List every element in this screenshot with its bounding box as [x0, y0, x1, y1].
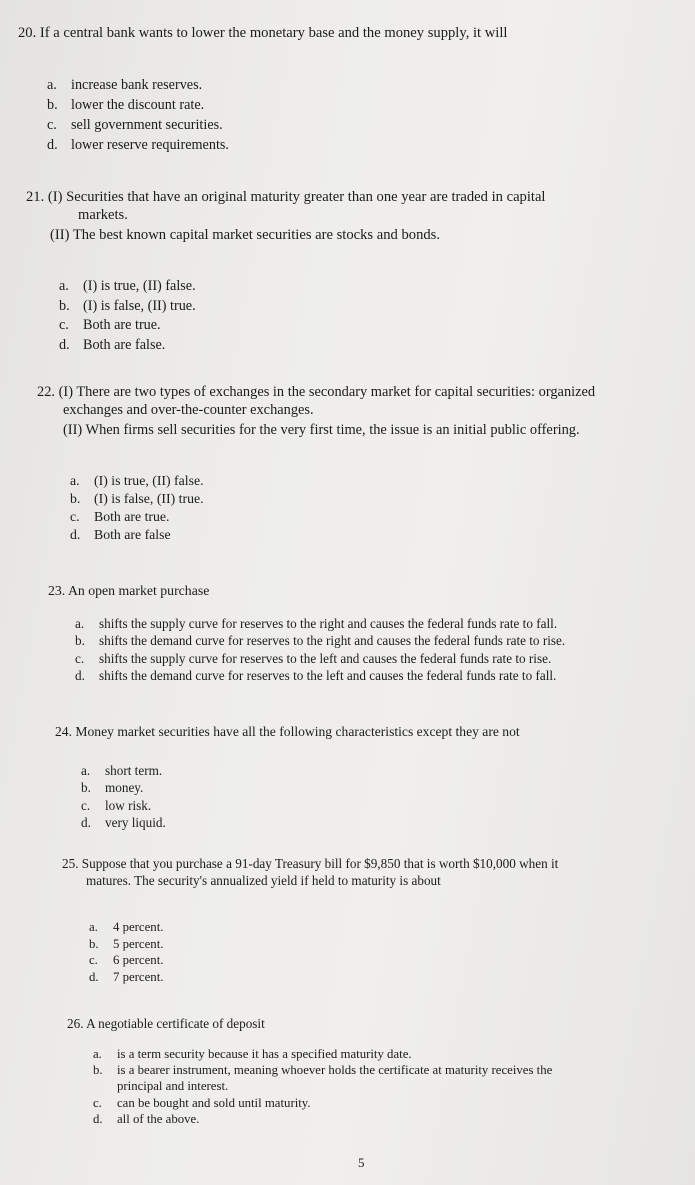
option-text: 7 percent.	[113, 969, 164, 984]
option-text: 6 percent.	[113, 953, 164, 968]
question-stem	[48, 582, 668, 600]
option-text: 5 percent.	[113, 936, 164, 951]
option-text: shifts the supply curve for reserves to the left and causes the federal funds rate to rise.	[99, 650, 552, 666]
option-letter: d.	[75, 667, 85, 683]
option-text: very liquid.	[105, 814, 166, 830]
question-stem	[55, 723, 655, 741]
option-letter: d.	[81, 814, 91, 830]
options-25	[89, 919, 629, 985]
question-number: 22.	[37, 384, 55, 400]
option-text: Both are false	[94, 527, 171, 542]
options-20	[47, 75, 647, 155]
option-text: lower reserve requirements.	[71, 137, 229, 153]
option-a	[47, 75, 647, 95]
option-letter: d.	[93, 1111, 103, 1126]
stem-statement-2: (II) When firms sell securities for the very first time, the issue is an initial public offering.	[63, 422, 580, 438]
option-text: Both are true.	[94, 509, 170, 524]
option-b	[93, 1062, 633, 1094]
option-d	[47, 135, 647, 155]
question-number: 25.	[62, 856, 79, 871]
question-stem	[18, 24, 678, 42]
options-24	[81, 762, 641, 831]
option-letter: c.	[93, 1095, 102, 1110]
option-text: sell government securities.	[71, 117, 223, 133]
stem-text: (I) There are two types of exchanges in the secondary market for capital securities: organized	[58, 384, 596, 400]
option-text: Both are false.	[83, 336, 166, 353]
option-letter: c.	[89, 953, 98, 968]
option-text: low risk.	[105, 797, 152, 813]
options-22	[70, 472, 670, 544]
option-c	[93, 1095, 633, 1111]
option-letter: b.	[70, 491, 81, 506]
option-letter: c.	[47, 117, 57, 133]
option-d	[70, 526, 670, 544]
option-text: money.	[105, 780, 144, 796]
option-letter: b.	[47, 97, 58, 113]
option-letter: a.	[70, 473, 80, 488]
option-b	[89, 936, 629, 953]
option-text: is a bearer instrument, meaning whoever holds the certificate at maturity receives the	[117, 1063, 553, 1078]
option-a	[59, 277, 659, 297]
option-letter: b.	[59, 297, 70, 314]
option-letter: c.	[81, 797, 91, 813]
option-b	[47, 95, 647, 115]
option-letter: b.	[75, 633, 85, 649]
option-c	[70, 508, 670, 526]
option-a	[70, 472, 670, 490]
stem-text: Suppose that you purchase a 91-day Treasury bill for $9,850 that is worth $10,000 when it	[81, 856, 559, 871]
question-stem	[67, 1015, 647, 1032]
option-c	[81, 797, 641, 814]
stem-continuation: exchanges and over-the-counter exchanges.	[63, 402, 314, 418]
option-letter: c.	[59, 317, 69, 333]
question-number: 20.	[18, 25, 37, 41]
option-text: (I) is true, (II) false.	[94, 473, 204, 488]
question-stem	[26, 188, 676, 206]
question-stem	[37, 383, 687, 401]
option-text: 4 percent.	[113, 920, 164, 934]
option-letter: a.	[89, 920, 98, 934]
option-letter: a.	[81, 763, 91, 778]
question-number: 23.	[48, 583, 66, 598]
option-text: lower the discount rate.	[71, 97, 205, 113]
question-22	[37, 383, 687, 439]
option-text: Both are true.	[83, 317, 161, 333]
option-letter: d.	[59, 336, 70, 353]
options-23	[75, 615, 685, 684]
option-a	[93, 1046, 633, 1062]
page-number: 5	[358, 1155, 365, 1170]
stem-text: If a central bank wants to lower the monetary base and the money supply, it will	[39, 25, 508, 41]
question-stem	[62, 855, 662, 872]
option-text-continuation: principal and interest.	[117, 1079, 229, 1094]
option-text: short term.	[105, 763, 163, 778]
stem-text: An open market purchase	[67, 583, 210, 598]
option-letter: d.	[47, 137, 58, 153]
option-a	[89, 919, 629, 936]
stem-text: A negotiable certificate of deposit	[86, 1016, 265, 1031]
stem-continuation: matures. The security's annualized yield if held to maturity is about	[86, 873, 441, 888]
option-a	[81, 762, 641, 779]
option-c	[59, 316, 659, 336]
options-26	[93, 1046, 633, 1127]
option-text: can be bought and sold until maturity.	[117, 1095, 311, 1110]
options-21	[59, 277, 659, 355]
option-text: (I) is false, (II) true.	[83, 297, 196, 314]
option-d	[93, 1111, 633, 1127]
option-text: increase bank reserves.	[71, 77, 203, 93]
question-25	[62, 855, 662, 889]
question-24	[55, 723, 655, 741]
question-number: 21.	[26, 189, 45, 205]
option-text: all of the above.	[117, 1111, 200, 1126]
option-c	[89, 952, 629, 969]
option-letter: c.	[70, 509, 80, 524]
question-23	[48, 582, 668, 600]
option-text: shifts the demand curve for reserves to the left and causes the federal funds rate to fall.	[99, 667, 557, 683]
stem-continuation: markets.	[78, 207, 128, 223]
option-letter: a.	[93, 1047, 102, 1061]
stem-text: Money market securities have all the following characteristics except they are not	[75, 724, 520, 739]
option-b	[70, 490, 670, 508]
question-number: 24.	[55, 724, 72, 739]
option-letter: b.	[89, 936, 99, 951]
option-c	[75, 650, 685, 667]
question-20	[18, 24, 678, 42]
option-letter: a.	[75, 616, 85, 631]
stem-statement-2: (II) The best known capital market securities are stocks and bonds.	[50, 227, 440, 243]
question-26	[67, 1015, 647, 1032]
option-text: shifts the supply curve for reserves to the right and causes the federal funds rate to fall.	[99, 616, 558, 631]
option-letter: b.	[81, 780, 91, 796]
option-d	[59, 336, 659, 356]
option-c	[47, 115, 647, 135]
question-number: 26.	[67, 1016, 84, 1031]
option-b	[59, 297, 659, 317]
option-b	[75, 632, 685, 649]
option-d	[75, 667, 685, 684]
option-letter: b.	[93, 1063, 103, 1078]
option-letter: a.	[59, 278, 69, 294]
option-a	[75, 615, 685, 632]
option-letter: c.	[75, 650, 85, 666]
option-text: is a term security because it has a specified maturity date.	[117, 1047, 412, 1061]
option-d	[89, 969, 629, 986]
option-b	[81, 779, 641, 796]
option-text: (I) is false, (II) true.	[94, 491, 204, 506]
stem-text: (I) Securities that have an original maturity greater than one year are traded in capital	[47, 189, 546, 205]
option-letter: d.	[70, 527, 81, 542]
question-21	[26, 188, 676, 244]
option-letter: d.	[89, 969, 99, 984]
option-text: (I) is true, (II) false.	[83, 278, 196, 294]
option-text: shifts the demand curve for reserves to the right and causes the federal funds rate to rise.	[99, 633, 566, 649]
option-letter: a.	[47, 77, 57, 93]
option-d	[81, 814, 641, 831]
